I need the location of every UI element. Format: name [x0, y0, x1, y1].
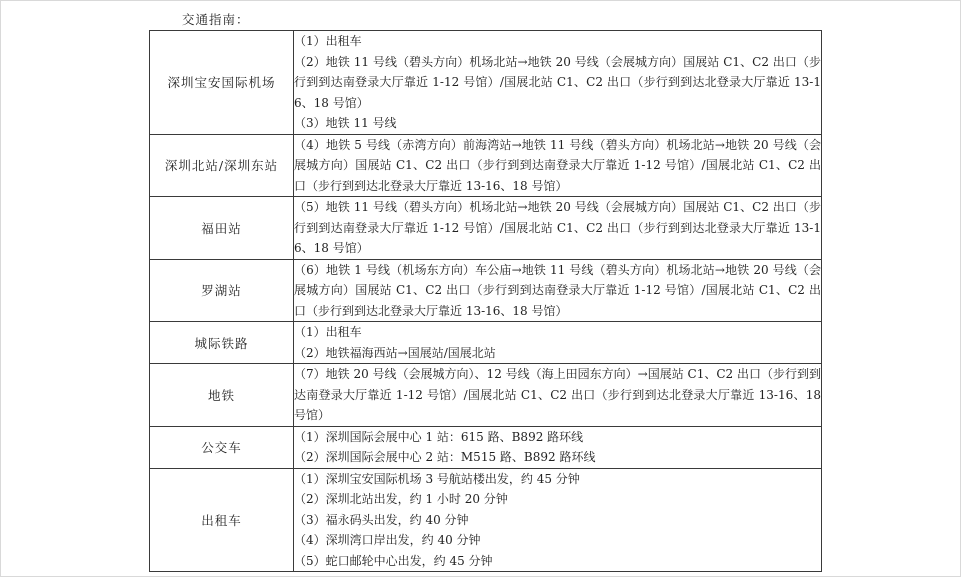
location-cell: 地铁: [150, 364, 294, 427]
route-line: （1）出租车: [294, 34, 362, 48]
location-cell: 福田站: [150, 197, 294, 260]
route-cell: [294, 259, 822, 322]
page-heading: 交通指南：: [182, 12, 250, 27]
location-cell: 深圳北站/深圳东站: [150, 134, 294, 197]
route-line: （4）地铁 5 号线（赤湾方向）前海湾站→地铁 11 号线（碧头方向）机场北站→地铁 20 号线（会展城方向）国展站 C1、C2 出口（步行到到达南登录大厅靠近 1-12 号馆）/国展北站 C1、C2 出口（步行到到达北登录大厅靠近 13-16、18 号馆）: [294, 137, 821, 193]
table-row: [150, 31, 822, 135]
location-cell: 城际铁路: [150, 322, 294, 364]
route-line: （2）地铁福海西站→国展站/国展北站: [294, 345, 496, 360]
route-line: （3）福永码头出发，约 40 分钟: [294, 512, 469, 527]
route-line: （1）深圳国际会展中心 1 站：615 路、B892 路环线: [294, 429, 584, 444]
route-line: （7）地铁 20 号线（会展城方向）、12 号线（海上田园东方向）→国展站 C1、C2 出口（步行到到达南登录大厅靠近 1-12 号馆）/国展北站 C1、C2 出口（步行到到达北登录大厅靠近 13-16、18 号馆）: [294, 367, 821, 422]
route-line: （4）深圳湾口岸出发，约 40 分钟: [294, 533, 481, 547]
route-line: （6）地铁 1 号线（机场东方向）车公庙→地铁 11 号线（碧头方向）机场北站→地铁 20 号线（会展城方向）国展站 C1、C2 出口（步行到到达南登录大厅靠近 1-12 号馆）/国展北站 C1、C2 出口（步行到到达北登录大厅靠近 13-16、18 号馆）: [294, 262, 821, 318]
table-row: [150, 259, 822, 322]
route-line: （2）地铁 11 号线（碧头方向）机场北站→地铁 20 号线（会展城方向）国展站 C1、C2 出口（步行到到达南登录大厅靠近 1-12 号馆）/国展北站 C1、C2 出口（步行到到达北登录大厅靠近 13-16、18 号馆）: [294, 54, 821, 110]
route-line: （2）深圳国际会展中心 2 站：M515 路、B892 路环线: [294, 450, 596, 464]
route-line: （5）蛇口邮轮中心出发，约 45 分钟: [294, 553, 493, 568]
route-cell: [294, 134, 822, 197]
route-line: （3）地铁 11 号线: [294, 116, 397, 130]
route-cell: [294, 197, 822, 260]
location-cell: 公交车: [150, 426, 294, 468]
location-cell: 出租车: [150, 468, 294, 572]
route-cell: [294, 322, 822, 364]
table-row: [150, 426, 822, 468]
route-cell: [294, 364, 822, 427]
route-cell: [294, 468, 822, 572]
table-row: [150, 134, 822, 197]
transport-guide-table: [149, 30, 822, 572]
route-line: （2）深圳北站出发，约 1 小时 20 分钟: [294, 492, 508, 506]
table-row: [150, 364, 822, 427]
table-row: [150, 322, 822, 364]
route-cell: [294, 426, 822, 468]
location-cell: 深圳宝安国际机场: [150, 31, 294, 135]
route-line: （1）深圳宝安国际机场 3 号航站楼出发，约 45 分钟: [294, 471, 580, 486]
table-row: [150, 197, 822, 260]
location-cell: 罗湖站: [150, 259, 294, 322]
table-row: [150, 468, 822, 572]
route-cell: [294, 31, 822, 135]
route-line: （1）出租车: [294, 325, 362, 339]
route-line: （5）地铁 11 号线（碧头方向）机场北站→地铁 20 号线（会展城方向）国展站 C1、C2 出口（步行到到达南登录大厅靠近 1-12 号馆）/国展北站 C1、C2 出口（步行到到达北登录大厅靠近 13-16、18 号馆）: [294, 200, 821, 255]
